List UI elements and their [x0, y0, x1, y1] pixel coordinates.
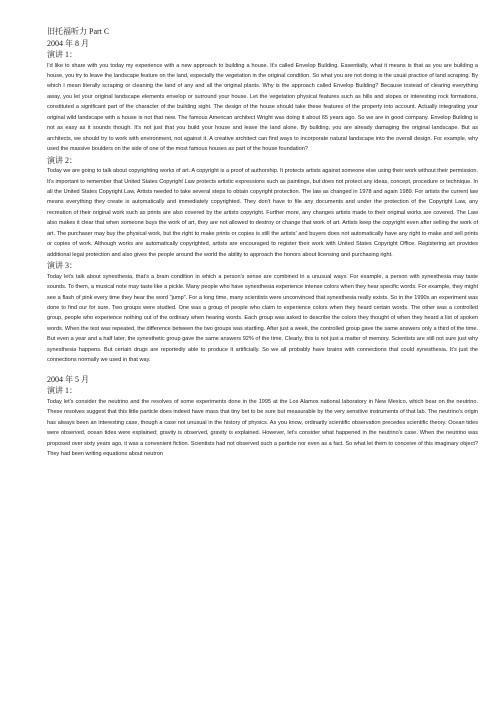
lecture-label: 演讲 1：: [47, 386, 77, 396]
lecture-label: 演讲 2：: [47, 155, 77, 165]
date-heading-may: 2004 年 5 月: [47, 374, 89, 384]
lecture-text: Today we are going to talk about copyrighting works of art. A copyright is a proof of authorship. It protects artists against someone else using their work without their permission. It's important to remember that United States Copyright Law protects artistic expressions such as paintings, but does not protect any ideas, concept, procedure or technique. In all the United States Copyright Law, Artists needed to take several steps to obtain copyright protection. The law as changed in 1978 and again 1989. For artists the current law means everything they create is automatically and immediately copyrighted. They don't have to file any documents and under the protection of the Copyright Law, any recreation of their original work such as prints are also covered by the artists copyright. Further more, any changes artists made to their original works are covered. The Law also makes it clear that when someone buys the work of art, they are not allowed to destroy or change that work of art. Artists keep the copyright even after selling the work of art. The purchaser may buy the physical work, but the right to make prints or copies is still the artists' and buyers does not automatically have any right to make and sell prints or copies of work. Although works are automatically copyrighted, artists are encouraged to register their work with United States Copyright Office. Registering art provides additional legal protection and also gives the people around the world the ability to approach the honors about licensing and purchasing right.: [47, 168, 478, 258]
section-spacer: [47, 366, 478, 374]
document-title: 旧托福听力 Part C: [47, 27, 110, 36]
lecture-label: 演讲 1：: [47, 50, 77, 59]
lecture-label: 演讲 3：: [47, 261, 77, 271]
lecture-text: I'd like to share with you today my experience with a new approach to building a house. It's called Envelop Building. Essentially, what it means is that as you are building a house, you try to leave the landscape feature on the land, especially the vegetation in the original condition. So what you are not doing is the usual practice of land scraping. By which I mean literally scraping or cleaning the land of any and all the original plants. Why is the approach called Envelop Building? Because instead of clearing everything away, you let your original landscape elements envelop or surround your house. Let the vegetation physical features such as hills and slopes or interesting rock formations, constituted a significant part of the character of the building sight. The design of the house should take these features of the property into account. Actually integrating your original wild landscape with a house is not that new. The famous American architect Wright was doing it about 65 years ago. So we are in good company. Envelop Building is not as easy as it sounds though. It's not just that you build your house and leave the land alone. By building, you are already damaging the original landscape. But as architects, we should try to work with environment, not against it. A creative architect can find ways to incorporate natural landscape into the overall design. For example, why used the massive boulders on the side of one of the most famous houses as part of the house foundation?: [47, 62, 478, 153]
lecture-text: Today let's talk about synesthesia, that's a brain condition in which a person's sense are combined in a unusual ways. For example, a person with synesthesia may taste sounds. To them, a musical note may taste like a pickle. Many people who have synesthesia experience intense colors when they hear specific words. For example, they might see a flash of pink every time they hear the word "jump". For a long time, many scientists were unconvinced that synesthesia really exists. So in the 1990s an experiment was done to find our for sure. Two groups were studied. One was a group of people who claim to experience colors when they heard certain words. The other was a controlled group, people who experience nothing out of the ordinary when hearing words. Each group was asked to describe the colors they thought of when they heard a list of spoken words. When the test was repeated, the difference between the two groups was startling. After just a week, the controlled group gave the same answers only a third of the time. But even a year and a half later, the synesthetic group gave the same answers 92% of the time. Clearly, this is not just a matter of memory. Scientists are still not sure just why synesthesia happens. But certain drugs are reportedly able to produce it artificially. So we all probably have brains with connections that could synesthesia. It's just the connections normally we used in that way.: [47, 273, 478, 364]
date-heading-aug: 2004 年 8 月: [47, 38, 89, 48]
lecture-text: Today let's consider the neutrino and the resolves of some experiments done in the 1995 at the Los Alamos national laboratory in New Mexico, which bear on the neutrino. These resolves suggest that this little particle does indeed have mass that tiny bet to be sure but measurable by the very sensitive instruments of that lab. The neutrino's origin has always been an interesting case, though a case not unusual in the history of physics. As you know, ordinarily scientific observation precedes scientific theory. Ocean tides were observed, ocean tides were explained; gravity is observed, gravity is explained. However, let's consider what happened in the neutrino's case. When the neutrino was proposed over sixty years ago, it was a convenient fiction. Scientists had not observed such a particle nor even as a fact. So what let them to conceive of this imaginary object? They had been writing equations about neutron: [47, 398, 478, 457]
